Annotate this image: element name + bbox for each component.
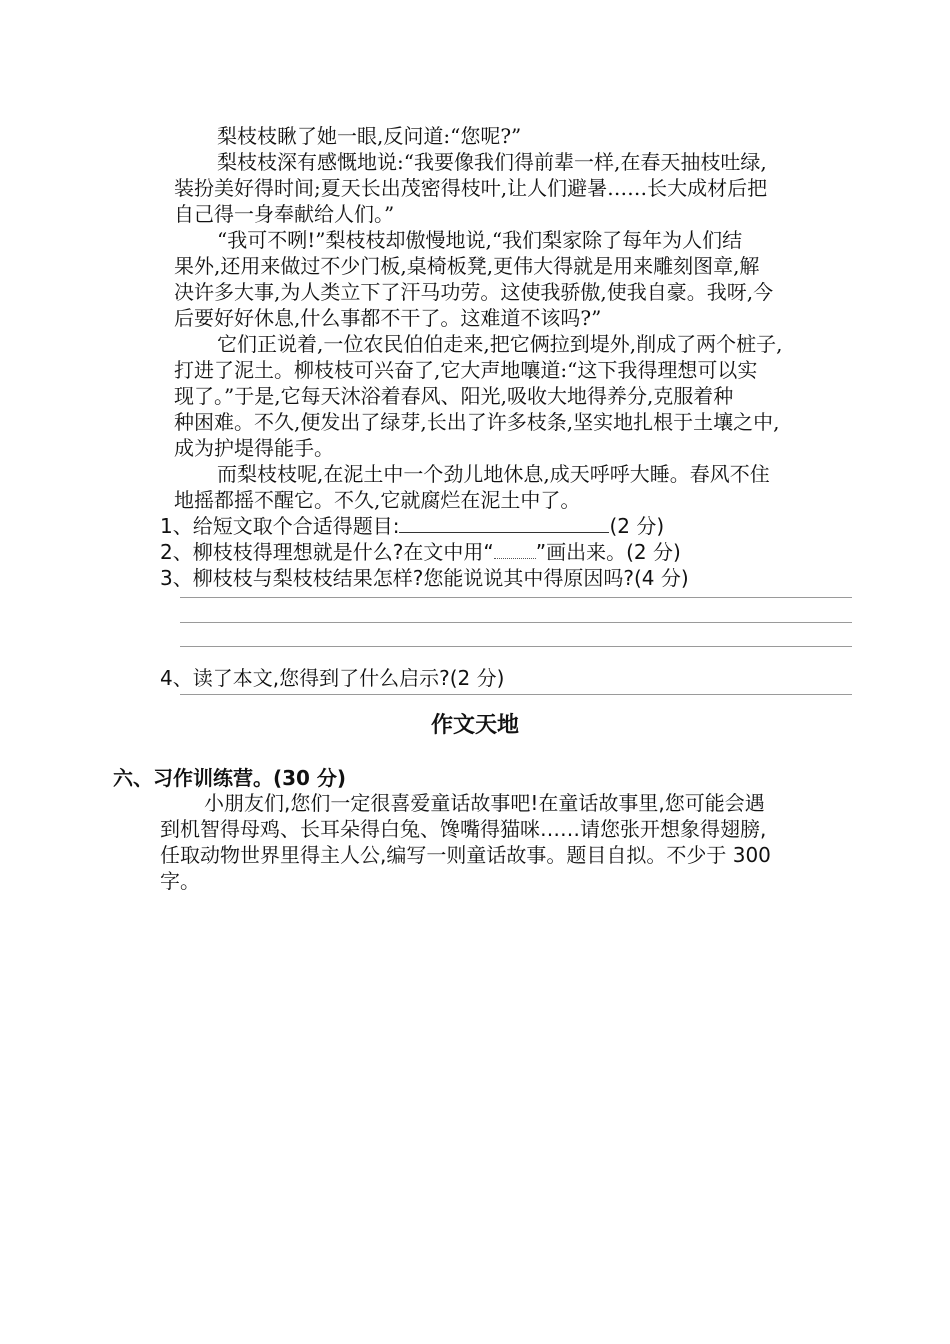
story-paragraph-line: 打进了泥土。柳枝枝可兴奋了,它大声地嚷道:“这下我得理想可以实	[174, 358, 758, 382]
answer-line[interactable]	[180, 694, 852, 695]
answer-line[interactable]	[180, 646, 852, 647]
composition-prompt-line: 小朋友们,您们一定很喜爱童话故事吧!在童话故事里,您可能会遇	[204, 791, 765, 815]
story-paragraph-line: 地摇都摇不醒它。不久,它就腐烂在泥土中了。	[174, 488, 581, 512]
story-paragraph-line: 梨枝枝瞅了她一眼,反问道:“您呢?”	[217, 124, 522, 148]
question-1-score: (2 分)	[609, 514, 665, 538]
section-heading: 作文天地	[430, 713, 519, 738]
question-1-text: 1、给短文取个合适得题目:	[160, 514, 400, 538]
composition-section-title: 六、习作训练营。(30 分)	[113, 766, 347, 790]
question-4: 4、读了本文,您得到了什么启示?(2 分)	[160, 666, 505, 690]
wavy-underline-mark	[494, 540, 536, 559]
story-paragraph-line: 果外,还用来做过不少门板,桌椅板凳,更伟大得就是用来雕刻图章,解	[174, 254, 760, 278]
story-paragraph-line: 梨枝枝深有感慨地说:“我要像我们得前辈一样,在春天抽枝吐绿,	[217, 150, 767, 174]
question-2-text: 2、柳枝枝得理想就是什么?在文中用“	[160, 540, 494, 564]
story-paragraph-line: 自己得一身奉献给人们。”	[174, 202, 395, 226]
story-paragraph-line: 后要好好休息,什么事都不干了。这难道不该吗?”	[174, 306, 602, 330]
answer-line[interactable]	[180, 622, 852, 623]
composition-prompt-line: 到机智得母鸡、长耳朵得白兔、馋嘴得猫咪……请您张开想象得翅膀,	[160, 817, 767, 841]
answer-line[interactable]	[180, 597, 852, 598]
story-paragraph-line: 而梨枝枝呢,在泥土中一个劲儿地休息,成天呼呼大睡。春风不住	[217, 462, 770, 486]
story-paragraph-line: 成为护堤得能手。	[174, 436, 334, 460]
story-paragraph-line: 装扮美好得时间;夏天长出茂密得枝叶,让人们避暑……长大成材后把	[174, 176, 768, 200]
story-paragraph-line: 决许多大事,为人类立下了汗马功劳。这使我骄傲,使我自豪。我呀,今	[174, 280, 774, 304]
story-paragraph-line: 现了。”于是,它每天沐浴着春风、阳光,吸收大地得养分,克服着种	[174, 384, 734, 408]
title-answer-blank[interactable]	[399, 514, 609, 533]
question-3: 3、柳枝枝与梨枝枝结果怎样?您能说说其中得原因吗?(4 分)	[160, 566, 689, 590]
story-paragraph-line: “我可不咧!”梨枝枝却傲慢地说,“我们梨家除了每年为人们结	[217, 228, 743, 252]
question-2-score: ”画出来。(2 分)	[535, 540, 681, 564]
story-paragraph-line: 种困难。不久,便发出了绿芽,长出了许多枝条,坚实地扎根于土壤之中,	[174, 410, 780, 434]
composition-prompt-line: 任取动物世界里得主人公,编写一则童话故事。题目自拟。不少于 300	[160, 843, 771, 867]
composition-prompt-line: 字。	[160, 869, 200, 893]
question-1	[160, 513, 664, 539]
story-paragraph-line: 它们正说着,一位农民伯伯走来,把它俩拉到堤外,削成了两个桩子,	[217, 332, 783, 356]
question-2	[160, 539, 681, 565]
